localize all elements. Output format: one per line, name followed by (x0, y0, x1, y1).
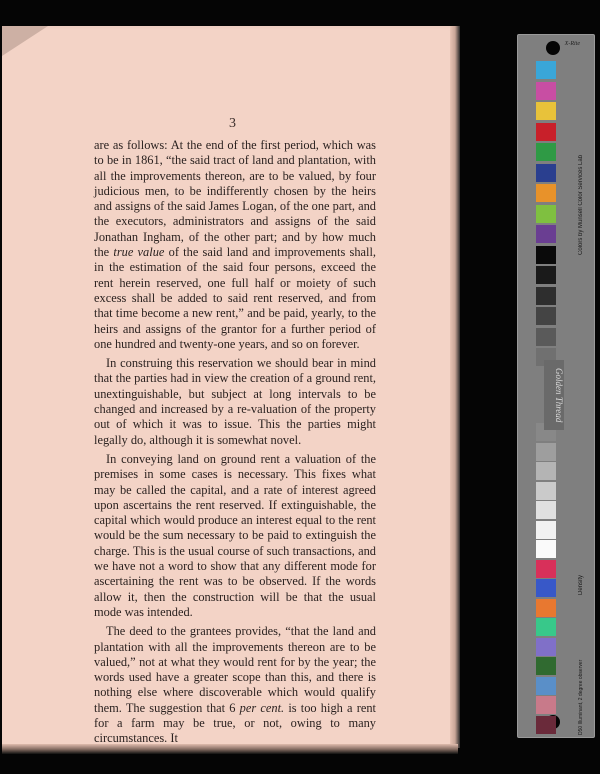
color-swatch (536, 677, 556, 695)
color-swatch (536, 287, 556, 305)
color-swatch (536, 307, 556, 325)
color-swatch (536, 123, 556, 141)
color-swatch (536, 246, 556, 264)
color-swatch (536, 82, 556, 100)
color-swatch (536, 696, 556, 714)
paragraph-4: The deed to the grantees provides, “that the land and plantation with all the improvements thereon are to be valued,” not at what they would rent for by the year; the words used have a greater scope than this, and there is nothing else where discoverable which would qualify them. The suggestion that 6 per cent. is too high a rent for a farm may be true, or not, owing to many circumstances. It (94, 624, 376, 746)
color-swatch (536, 501, 556, 519)
paragraph-1: are as follows: At the end of the first period, which was to be in 1861, “the said tract of land and plantation, with all the improvements thereon, are to be valued, by four judicious men, to be indifferently chosen by the heirs and assigns of the said James Logan, of the one part, and the executors, administrators and assigns of the said Jonathan Ingham, of the other part; and by how much the true value of the said land and improvements shall, in the estimation of the said four persons, exceed the rent herein reserved, one full half or moiety of such excess shall be added to said rent reserved, and from that time become a new rent,” and be paid, yearly, to the heirs and assigns of the grantor for a further period of one hundred and twenty-one years, and so on forever. (94, 138, 377, 351)
golden-thread-label: Golden Thread (544, 360, 564, 430)
color-swatch (536, 443, 556, 461)
card-brand-logo: X-Rite (564, 41, 580, 47)
color-swatch (536, 657, 556, 675)
color-swatch (536, 599, 556, 617)
paragraph-2: In construing this reservation we should bear in mind that the parties had in view the creation of a ground rent, unextinguishable, but subject at long intervals to be changed and increased by a re-valuation of the property out of which it was to issue. This the parties might legally do, although it is somewhat novel. (94, 356, 376, 447)
color-swatch (536, 540, 556, 558)
color-swatch (536, 225, 556, 243)
color-swatch (536, 164, 556, 182)
folded-corner (2, 26, 48, 56)
color-swatch (536, 184, 556, 202)
body-text (94, 138, 376, 751)
card-footer: D50 Illuminant, 2 degree observer (578, 659, 584, 735)
page-edge (450, 26, 460, 748)
color-swatch (536, 143, 556, 161)
color-swatch (536, 462, 556, 480)
color-swatch (536, 482, 556, 500)
color-swatch (536, 521, 556, 539)
color-swatch (536, 61, 556, 79)
color-swatch (536, 560, 556, 578)
color-swatch (536, 618, 556, 636)
color-swatch (536, 328, 556, 346)
color-swatch (536, 102, 556, 120)
color-swatch (536, 579, 556, 597)
density-label: Density (578, 574, 584, 595)
color-swatch (536, 716, 556, 734)
color-swatch (536, 205, 556, 223)
paragraph-3: In conveying land on ground rent a valuation of the premises in some cases is necessary. This fixes what may be called the capital, and a rate of interest agreed upon ascertains the rent reserved. If extinguishable, the capital which would produce an interest equal to the rent would be the sum necessary to be paid to extinguish the charge. This is the usual course of such transactions, and we have not a word to show that any different mode for ascertaining the rent was to be observed. If the words allow it, then the construction will be that the usual mode was intended. (94, 451, 376, 619)
card-title: Colors by Munsell Color Services Lab (578, 154, 584, 255)
color-swatch (536, 638, 556, 656)
color-swatch (536, 266, 556, 284)
page-number: 3 (229, 116, 236, 131)
